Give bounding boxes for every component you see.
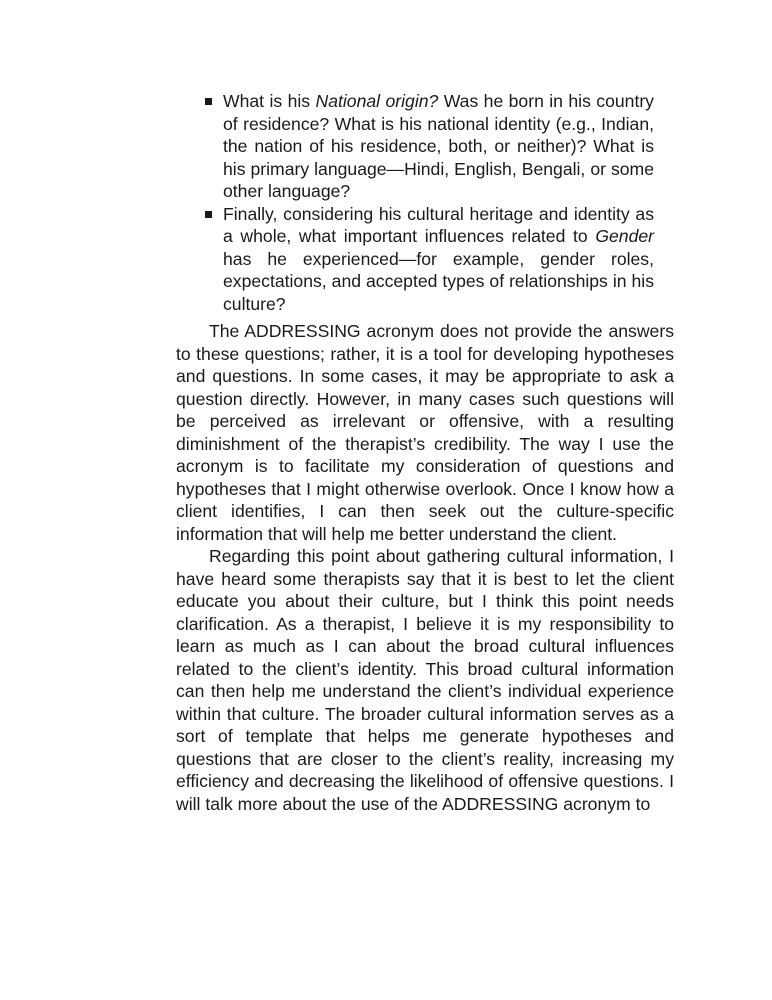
text-run: Finally, considering his cultural heritage and identity as a whole, what important influences related to: [223, 203, 654, 246]
page-content: [176, 90, 674, 815]
list-item: [176, 90, 674, 203]
text-run: Was he born in his country of residence? What is his national identity (e.g., Indian, the nation of his residence, both, or neither)? What is his primary language—Hindi, English, Bengali, or some other language?: [223, 91, 654, 201]
body-paragraph: The ADDRESSING acronym does not provide the answers to these questions; rather, it is a tool for developing hypotheses and questions. In some cases, it may be appropriate to ask a question directly. However, in many cases such questions will be perceived as irrelevant or offensive, with a resulting diminishment of the therapist’s credibility. The way I use the acronym is to facilitate my consideration of questions and hypotheses that I might otherwise overlook. Once I know how a client identifies, I can then seek out the culture-specific information that will help me better understand the client.: [176, 321, 674, 544]
text-run: has he experienced—for example, gender roles, expectations, and accepted types of relationships in his culture?: [223, 248, 654, 314]
body-paragraph: Regarding this point about gathering cultural information, I have heard some therapists say that it is best to let the client educate you about their culture, but I think this point needs clarification. As a therapist, I believe it is my responsibility to learn as much as I can about the broad cultural influences related to the client’s identity. This broad cultural information can then help me understand the client’s individual experience within that culture. The broader cultural information serves as a sort of template that helps me generate hypotheses and questions that are closer to the client’s reality, increasing my efficiency and decreasing the likelihood of offensive questions. I will talk more about the use of the ADDRESSING acronym to: [176, 546, 674, 814]
bullet-square-icon: [205, 211, 212, 218]
italic-term: National origin?: [315, 91, 439, 111]
list-item: [176, 203, 674, 316]
question-list: [176, 90, 674, 315]
bullet-square-icon: [205, 98, 212, 105]
text-run: What is his: [223, 91, 316, 111]
italic-term: Gender: [595, 226, 654, 246]
